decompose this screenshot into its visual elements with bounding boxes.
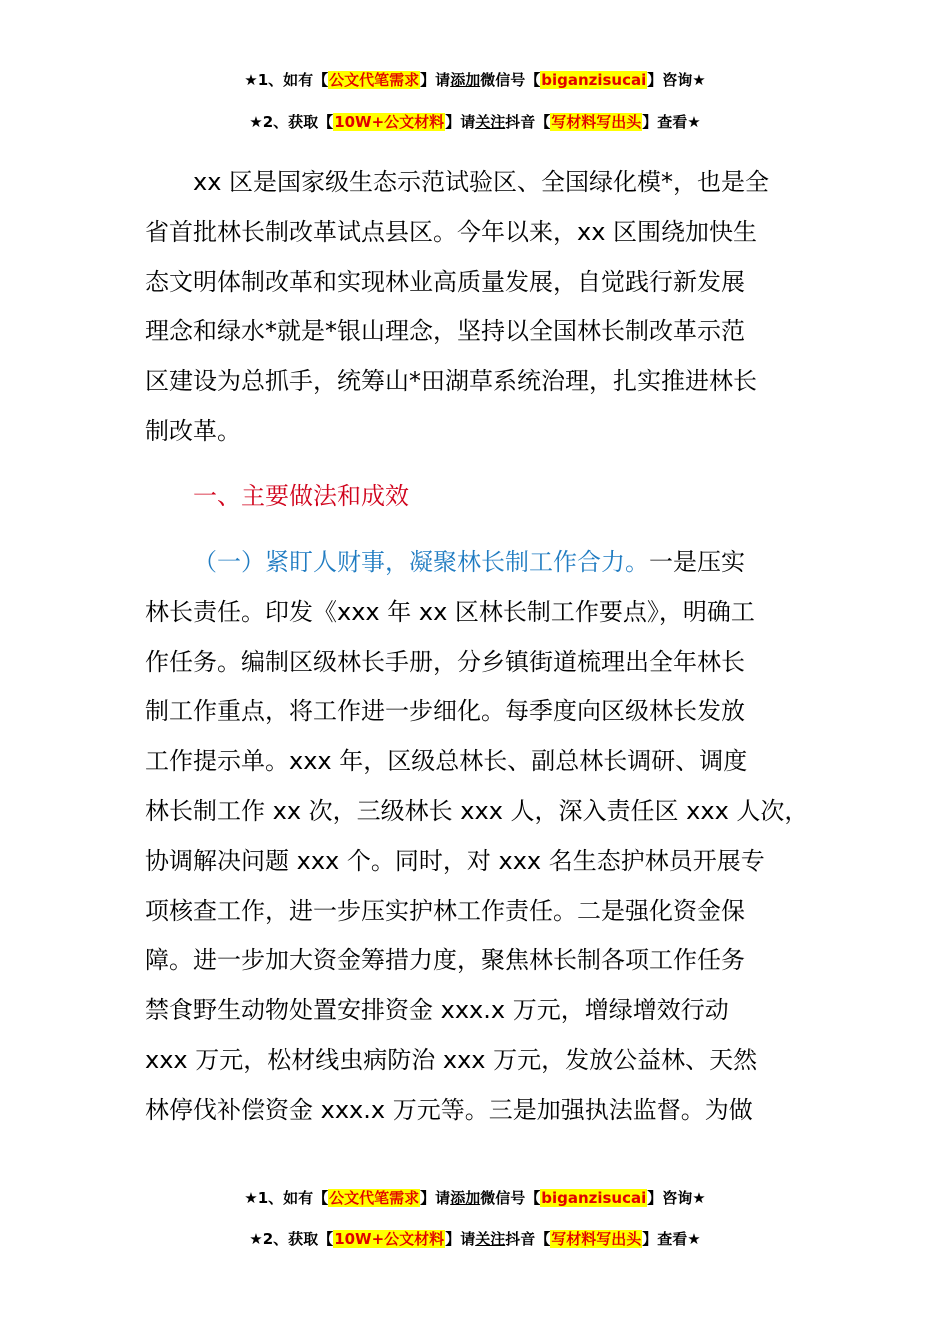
text-line: 协调解决问题 xxx 个。同时，对 xxx 名生态护林员开展专 [145,846,765,875]
banner-highlight-douyin: 写材料写出头 [551,1230,642,1248]
text-line: 禁食野生动物处置安排资金 xxx.x 万元，增绿增效行动 [145,996,729,1025]
banner-highlight-wechat-id: biganzisucai [541,1189,647,1207]
banner-highlight-materials: 10W+公文材料 [334,1230,445,1248]
text-line: 林长责任。印发《xxx 年 xx 区林长制工作要点》，明确工 [145,597,755,626]
top-banner-line-1: ★1、如有【公文代笔需求】请添加微信号【biganzisucai】咨询★ [244,71,706,89]
text-line: 作任务。编制区级林长手册，分乡镇街道梳理出全年林长 [145,647,745,676]
bottom-banner-line-2: ★2、获取【10W+公文材料】请关注抖音【写材料写出头】查看★ [249,1230,701,1248]
banner-highlight-douyin: 写材料写出头 [551,113,642,131]
section-1-paragraph [145,538,810,1136]
text-line: 工作提示单。xxx 年，区级总林长、副总林长调研、调度 [145,747,748,776]
text-line: 态文明体制改革和实现林业高质量发展，自觉践行新发展 [145,267,745,296]
bottom-banner-line-1: ★1、如有【公文代笔需求】请添加微信号【biganzisucai】咨询★ [244,1189,706,1207]
text-line: 区建设为总抓手，统筹山*田湖草系统治理，扎实推进林长 [145,367,757,396]
intro-paragraph [145,158,810,457]
section-heading: 一、主要做法和成效 [193,482,409,510]
banner-highlight-service: 公文代笔需求 [329,71,420,89]
subheading: （一）紧盯人财事，凝聚林长制工作合力。 [193,548,649,576]
banner-highlight-wechat-id: biganzisucai [541,71,647,89]
text-line: xxx 万元，松材线虫病防治 xxx 万元，发放公益林、天然 [145,1045,758,1074]
banner-highlight-materials: 10W+公文材料 [334,113,445,131]
text-line: 理念和绿水*就是*银山理念，坚持以全国林长制改革示范 [145,317,745,346]
text-line: 障。进一步加大资金筹措力度，聚焦林长制各项工作任务 [145,946,745,975]
text-line: 林长制工作 xx 次，三级林长 xxx 人，深入责任区 xxx 人次， [145,796,809,825]
text-line: 制改革。 [145,416,241,445]
text-line: xx 区是国家级生态示范试验区、全国绿化模*，也是全 [145,168,770,196]
text-line: 制工作重点，将工作进一步细化。每季度向区级林长发放 [145,697,745,726]
text-line: 省首批林长制改革试点县区。今年以来，xx 区围绕加快生 [145,217,758,246]
text-line: （一）紧盯人财事，凝聚林长制工作合力。一是压实 [145,538,810,588]
text-line: 林停伐补偿资金 xxx.x 万元等。三是加强执法监督。为做 [145,1095,753,1124]
banner-highlight-service: 公文代笔需求 [329,1189,420,1207]
text-line: 项核查工作，进一步压实护林工作责任。二是强化资金保 [145,896,745,925]
top-banner-line-2: ★2、获取【10W+公文材料】请关注抖音【写材料写出头】查看★ [249,113,701,131]
